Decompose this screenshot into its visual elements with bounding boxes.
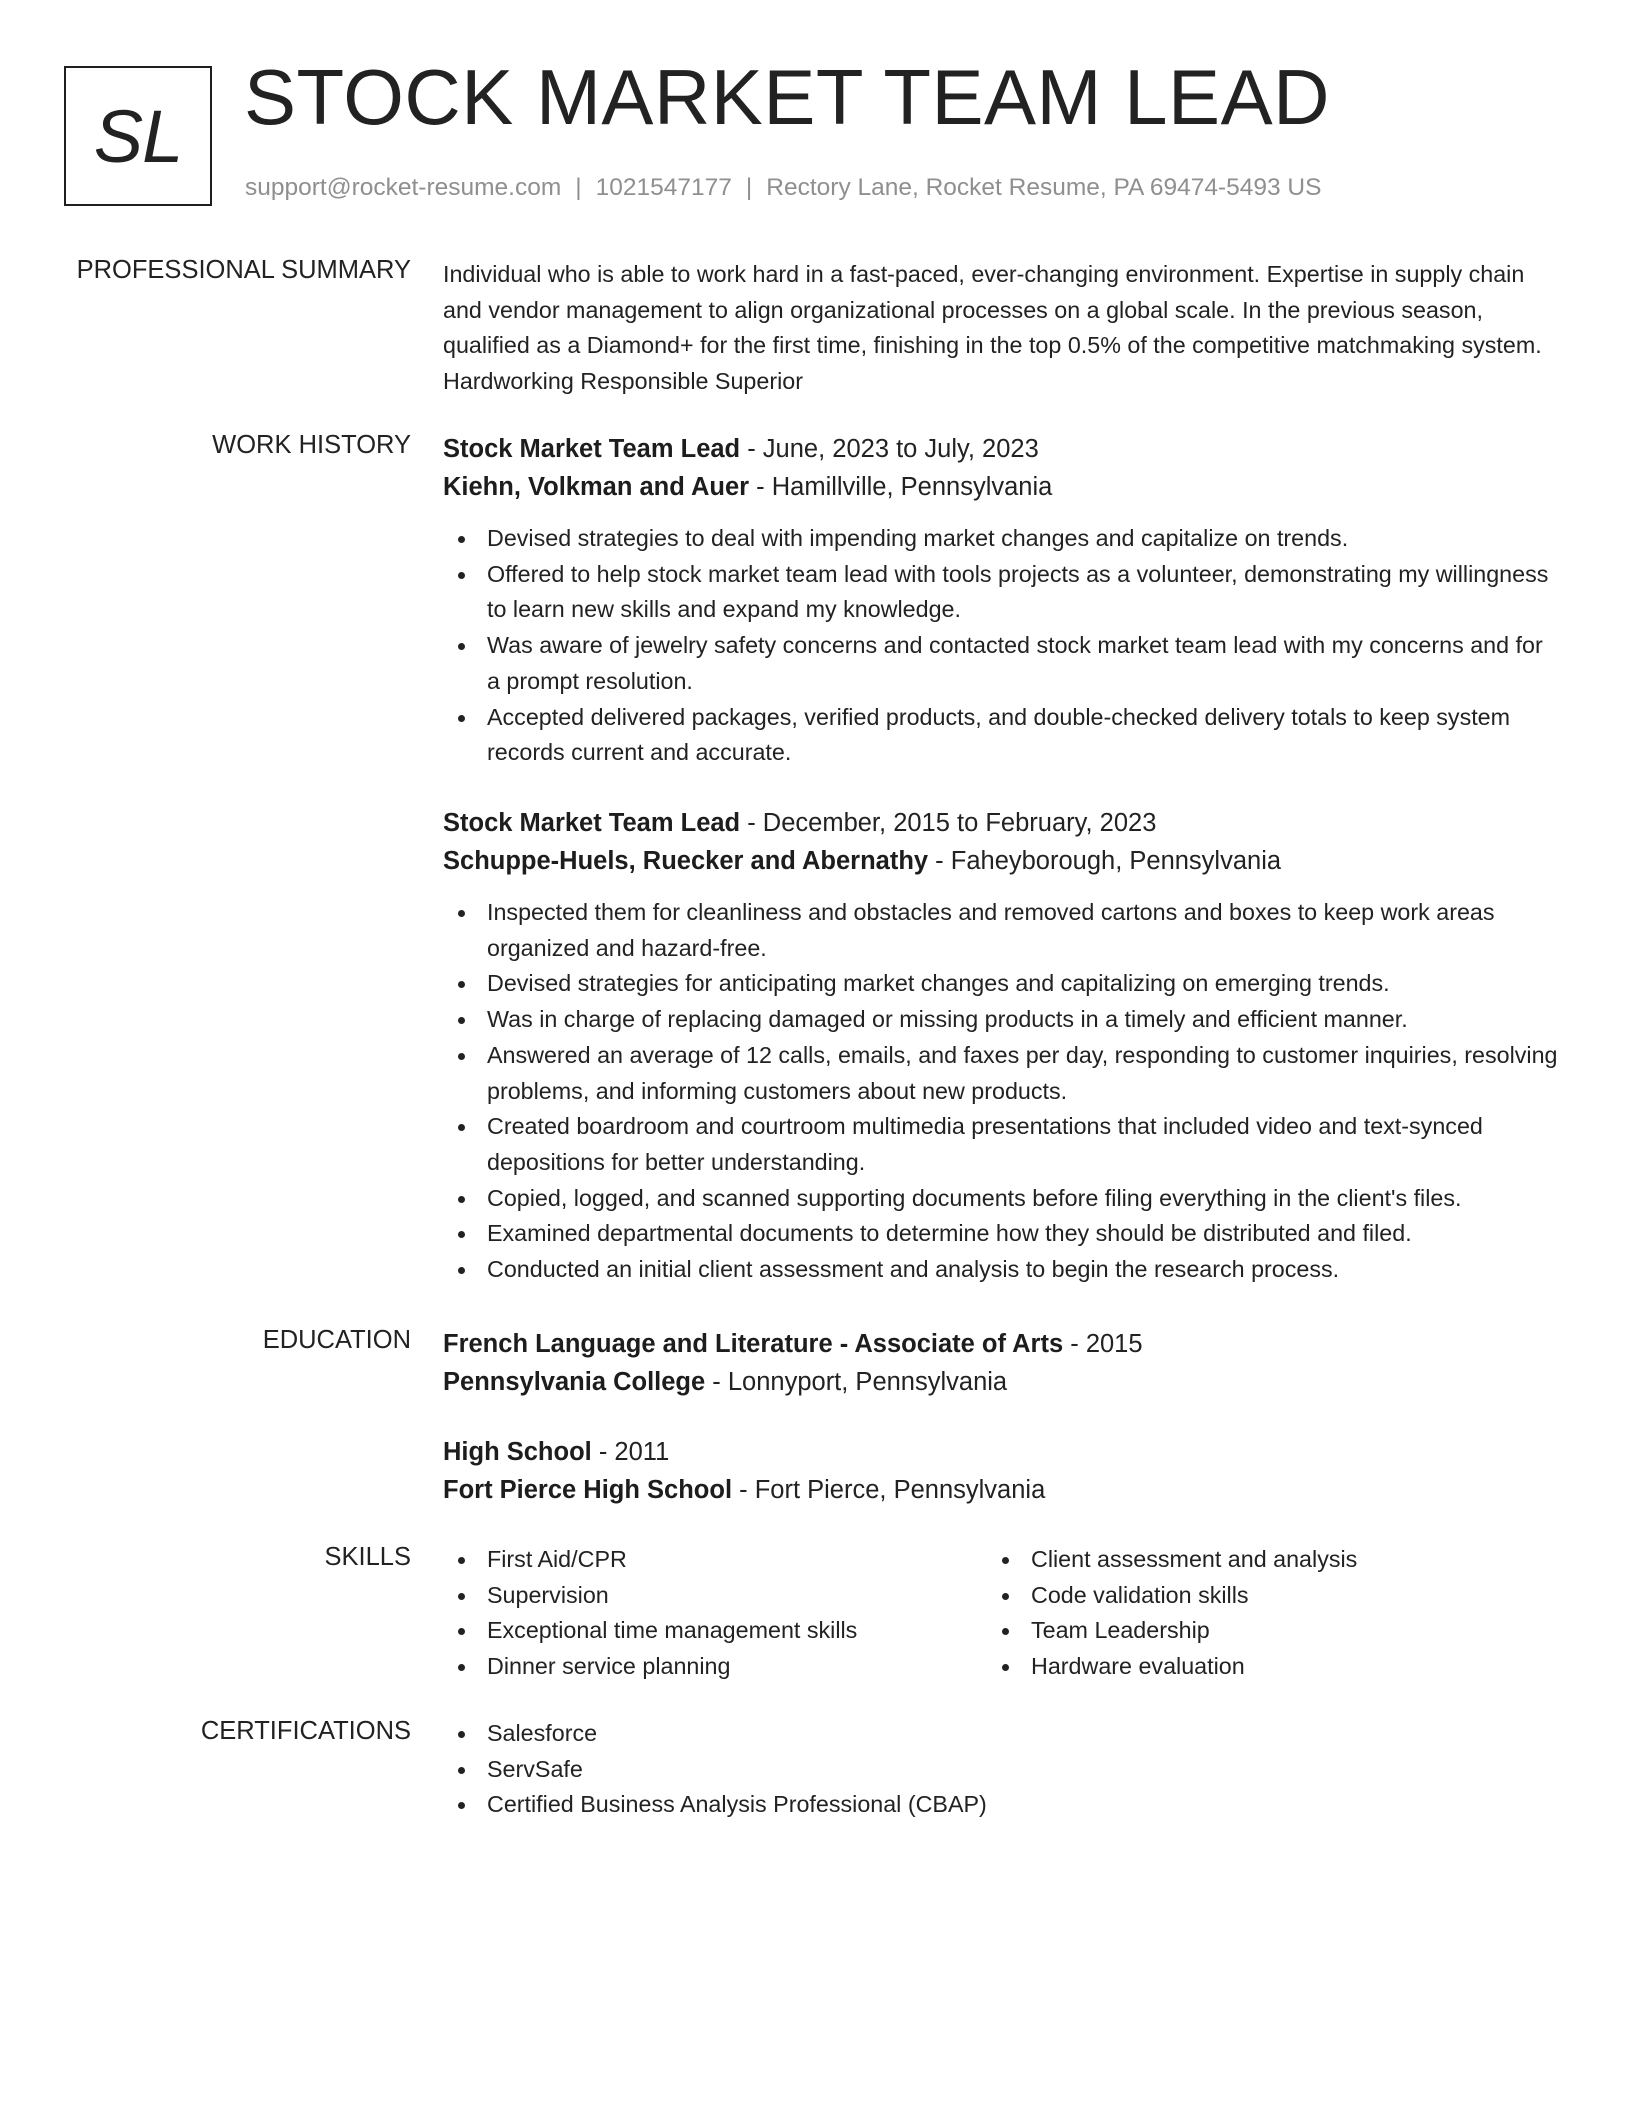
education-school: Pennsylvania College: [443, 1367, 706, 1396]
education-school-line: [443, 1472, 1558, 1510]
list-item: Accepted delivered packages, verified products, and double-checked delivery totals to keep system records current and accurate.: [443, 700, 1558, 771]
job-bullets: [443, 521, 1558, 771]
job-bullets: [443, 895, 1558, 1288]
list-item: Offered to help stock market team lead with tools projects as a volunteer, demonstrating my willingness to learn new skills and expand my knowledge.: [443, 557, 1558, 628]
job-title-line: [443, 805, 1558, 843]
list-item: Certified Business Analysis Professional (CBAP): [443, 1787, 1558, 1823]
education-degree-line: [443, 1434, 1558, 1472]
job-company: Kiehn, Volkman and Auer: [443, 472, 750, 501]
section-title-education: EDUCATION: [262, 1326, 411, 1354]
list-item: Created boardroom and courtroom multimedia presentations that included video and text-synced depositions for better understanding.: [443, 1109, 1558, 1180]
job-company-line: [443, 843, 1558, 881]
section-title-certifications: CERTIFICATIONS: [200, 1717, 411, 1745]
list-item: Devised strategies for anticipating market changes and capitalizing on emerging trends.: [443, 966, 1558, 1002]
list-item: ServSafe: [443, 1752, 1558, 1788]
job-dates: - December, 2015 to February, 2023: [740, 809, 1157, 837]
job-title-line: [443, 431, 1558, 469]
education-degree-line: [443, 1326, 1558, 1364]
list-item: Hardware evaluation: [987, 1649, 1531, 1685]
education-year: - 2015: [1063, 1330, 1143, 1358]
education-location: - Lonnyport, Pennsylvania: [705, 1367, 1008, 1396]
monogram-initials: SL: [93, 94, 183, 178]
list-item: Client assessment and analysis: [987, 1542, 1531, 1578]
list-item: Team Leadership: [987, 1613, 1531, 1649]
contact-separator: |: [575, 174, 582, 201]
list-item: Salesforce: [443, 1716, 1558, 1752]
job-role: Stock Market Team Lead: [443, 809, 741, 837]
education-location: - Fort Pierce, Pennsylvania: [732, 1475, 1046, 1504]
education-degree: French Language and Literature - Associate of Arts: [443, 1330, 1064, 1358]
list-item: Answered an average of 12 calls, emails, and faxes per day, responding to customer inquiries, resolving problems, and informing customers about new products.: [443, 1038, 1558, 1109]
list-item: Was in charge of replacing damaged or missing products in a timely and efficient manner.: [443, 1002, 1558, 1038]
education-degree: High School: [443, 1438, 592, 1466]
contact-separator: |: [745, 174, 753, 201]
job-location: - Hamillville, Pennsylvania: [749, 472, 1053, 501]
list-item: Was aware of jewelry safety concerns and contacted stock market team lead with my concerns and for a prompt resolution.: [443, 628, 1558, 699]
education-year: - 2011: [591, 1438, 670, 1466]
contact-email: support@rocket-resume.com: [245, 174, 562, 201]
job-entry: [443, 431, 1558, 771]
monogram-box: [64, 66, 212, 206]
job-entry: [443, 805, 1558, 1288]
job-dates: - June, 2023 to July, 2023: [740, 435, 1039, 463]
list-item: Exceptional time management skills: [443, 1613, 987, 1649]
list-item: Code validation skills: [987, 1578, 1531, 1614]
skills-list-right: [987, 1542, 1531, 1685]
list-item: Copied, logged, and scanned supporting documents before filing everything in the client's files.: [443, 1181, 1558, 1217]
education-school-line: [443, 1364, 1558, 1402]
list-item: Examined departmental documents to determine how they should be distributed and filed.: [443, 1216, 1558, 1252]
job-role: Stock Market Team Lead: [443, 435, 741, 463]
list-item: Dinner service planning: [443, 1649, 987, 1685]
education-entry: [443, 1326, 1558, 1401]
list-item: First Aid/CPR: [443, 1542, 987, 1578]
list-item: Devised strategies to deal with impending market changes and capitalize on trends.: [443, 521, 1558, 557]
section-title-summary: PROFESSIONAL SUMMARY: [76, 256, 411, 284]
contact-address: Rectory Lane, Rocket Resume, PA 69474-5493 US: [766, 174, 1322, 201]
list-item: Conducted an initial client assessment and analysis to begin the research process.: [443, 1252, 1558, 1288]
job-location: - Faheyborough, Pennsylvania: [928, 846, 1282, 875]
contact-line: [245, 174, 1321, 202]
education-school: Fort Pierce High School: [443, 1475, 733, 1504]
section-title-work-history: WORK HISTORY: [212, 431, 411, 459]
section-title-skills: SKILLS: [324, 1543, 411, 1571]
certifications-list: [443, 1716, 1558, 1823]
resume-name: STOCK MARKET TEAM LEAD: [244, 53, 1330, 141]
job-company-line: [443, 469, 1558, 507]
summary-text: Individual who is able to work hard in a fast-paced, ever-changing environment. Expertise in supply chain and vendor management to align organizational processes on a global scale. In the previous season, qualified as a Diamond+ for the first time, finishing in the top 0.5% of the competitive matchmaking system. Hardworking Responsible Superior: [443, 261, 1542, 395]
job-company: Schuppe-Huels, Ruecker and Abernathy: [443, 846, 929, 875]
education-entry: [443, 1434, 1558, 1509]
skills-list-left: [443, 1542, 987, 1685]
list-item: Inspected them for cleanliness and obstacles and removed cartons and boxes to keep work areas organized and hazard-free.: [443, 895, 1558, 966]
list-item: Supervision: [443, 1578, 987, 1614]
contact-phone: 1021547177: [595, 174, 732, 201]
